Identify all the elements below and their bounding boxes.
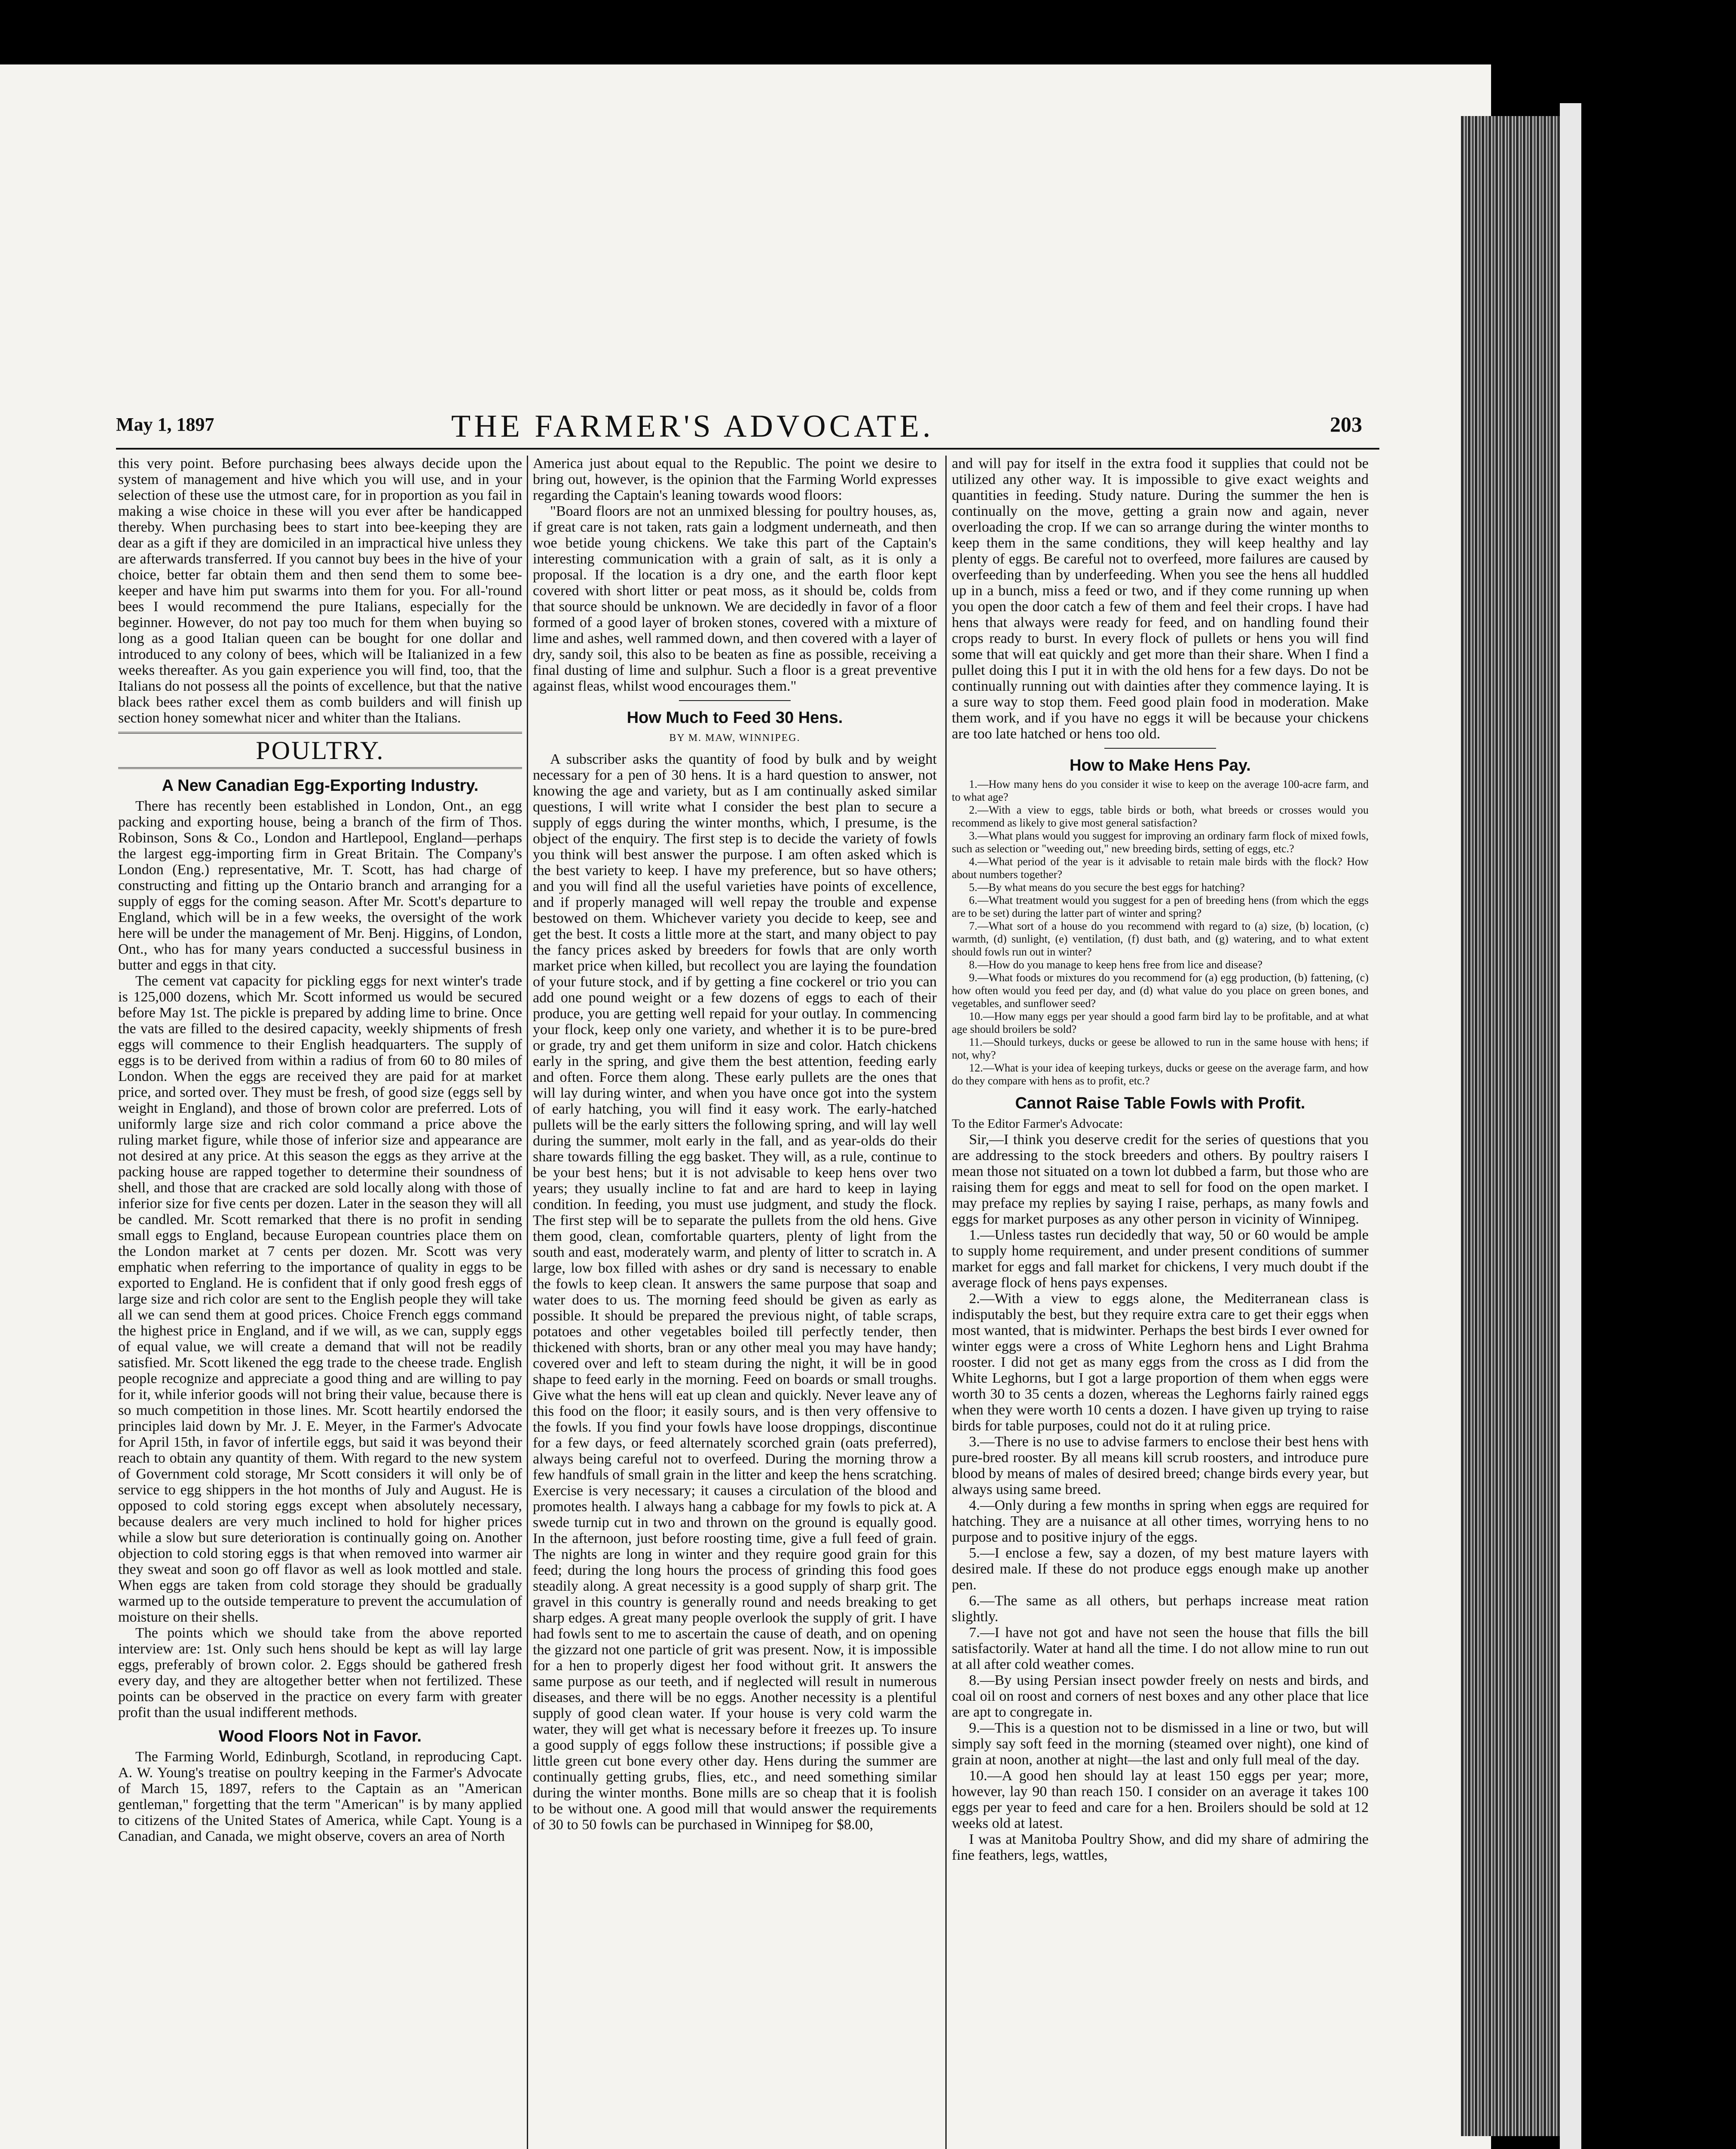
question-item: 5.—By what means do you secure the best eggs for hatching? xyxy=(969,881,1245,894)
page-number: 203 xyxy=(1330,412,1362,436)
divider xyxy=(1104,748,1216,749)
answer-item: 5.—I enclose a few, say a dozen, of my best mature layers with desired male. If these do not produce eggs enough make up another pen. xyxy=(952,1545,1369,1593)
book-edge xyxy=(1461,116,1560,2136)
header-rule xyxy=(116,448,1379,450)
article-paragraph: and will pay for itself in the extra food it supplies that could not be utilized any other way. It is impossible to give exact weights and quantities in feeding. Study nature. During the summer the hen is continually on the move, getting a grain now and again, never overloading the crop. If we can so arrange during the winter months to keep them in the same conditions, they will keep healthy and lay plenty of eggs. Be careful not to overfeed, more failures are caused by overfeeding than by underfeeding. When you see the hens all huddled up in a bunch, miss a feed or two, and if they come running up when you open the door catch a few of them and feel their crops. I have had hens that always were ready for feed, and on handling found their crops ready to burst. In every flock of pullets or hens you will find some that will eat quickly and get more than their share. When I find a pullet doing this I put it in with the old hens for a few days. Do not be continually running out with dainties after they commence laying. It is a sure way to stop them. Feed good plain food in moderation. Make them work, and if you have no eggs it will be because your chickens are too late hatched or hens too old. xyxy=(952,456,1369,742)
answer-item: 8.—By using Persian insect powder freely on nests and birds, and coal oil on roost and corners of nest boxes and any other place that lice are apt to congregate in. xyxy=(952,1672,1369,1720)
answer-item: 9.—This is a question not to be dismissed in a line or two, but will simply say soft feed in the morning (steamed over night), one kind of grain at noon, another at night—the last and only full meal of the day. xyxy=(952,1720,1369,1768)
question-item: 10.—How many eggs per year should a good farm bird lay to be profitable, and at what age should broilers be sold? xyxy=(952,1010,1369,1035)
answer-list xyxy=(952,1227,1369,1863)
article-title: Wood Floors Not in Favor. xyxy=(218,1727,422,1745)
byline: BY M. MAW, WINNIPEG. xyxy=(669,732,801,744)
article-title: A New Canadian Egg-Exporting Industry. xyxy=(162,777,479,795)
article-paragraph: America just about equal to the Republic. The point we desire to bring out, however, is the opinion that the Farming World expresses regarding the Captain's leaning towards wood floors: xyxy=(533,456,937,503)
article-paragraph: The cement vat capacity for pickling eggs for next winter's trade is 125,000 dozens, which Mr. Scott informed us would be secured before May 1st. The pickle is prepared by adding lime to brine. Once the vats are filled to the desired capacity, weekly shipments of fresh eggs will commence to their English headquarters. The supply of eggs is to be derived from within a radius of from 60 to 80 miles of London. When the eggs are received they are paid for at market price, and sorted over. They must be fresh, of good size (eggs sell by weight in England), and those of brown color are preferred. Lots of uniformly large size and rich color command a price above the ruling market figure, while those of inferior size and appearance are not desired at any price. At this season the eggs as they arrive at the packing house are rapped together to determine their soundness of shell, and those that are cracked are sold locally along with those of inferior size for five cents per dozen. Later in the season they will all be candled. Mr. Scott remarked that there is no profit in sending small eggs to England, because European countries place them on the London market at 7 cents per dozen. Mr. Scott was very emphatic when referring to the importance of quality in eggs to be exported to England. He is confident that if only good fresh eggs of large size and rich color are sent to the English people they will take all we can send them at good prices. Choice French eggs command the highest price in England, and if we will, as we can, supply eggs of equal value, we will create a demand that will not be readily satisfied. Mr. Scott likened the egg trade to the cheese trade. English people recognize and appreciate a good thing and are willing to pay for it, while inferior goods will not bring their value, because there is so much competition in those lines. Mr. Scott heartily endorsed the principles laid down by Mr. J. E. Meyer, in the Farmer's Advocate for April 15th, in favor of infertile eggs, but said it was beyond their reach to obtain any quantity of them. With regard to the new system of Government cold storage, Mr Scott considers it will only be of service to egg shippers in the hot months of July and August. He is opposed to cold storing eggs except when absolutely necessary, because dealers are very much inclined to hold for higher prices while a slow but sure deterioration is continually going on. Another objection to cold storing eggs is that when removed into warmer air they sweat and soon go off flavor as well as look mottled and stale. When eggs are taken from cold storage they should be gradually warmed up to the outside temperature to prevent the accumulation of moisture on their shells. xyxy=(118,973,522,1625)
question-item: 11.—Should turkeys, ducks or geese be allowed to run in the same house with hens; if not, why? xyxy=(952,1036,1369,1061)
question-item: 1.—How many hens do you consider it wise to keep on the average 100-acre farm, and to what age? xyxy=(952,778,1369,803)
article-title: How to Make Hens Pay. xyxy=(1070,756,1251,774)
question-item: 8.—How do you manage to keep hens free from lice and disease? xyxy=(969,958,1262,971)
answer-item: I was at Manitoba Poultry Show, and did my share of admiring the fine feathers, legs, wattles, xyxy=(952,1831,1369,1863)
column-2 xyxy=(533,456,937,2149)
question-item: 3.—What plans would you suggest for improving an ordinary farm flock of mixed fowls, such as selection or "weeding out," new breeding birds, setting of eggs, etc.? xyxy=(952,830,1369,855)
question-item: 9.—What foods or mixtures do you recommend for (a) egg production, (b) fattening, (c) how often would you feed per day, and (d) what value do you place on green bones, and vegetables, and sunflower seed? xyxy=(952,971,1369,1010)
question-item: 4.—What period of the year is it advisable to retain male birds with the flock? How about numbers together? xyxy=(952,855,1369,881)
question-item: 6.—What treatment would you suggest for a pen of breeding hens (from which the eggs are to be set) during the latter part of winter and spring? xyxy=(952,894,1369,919)
question-item: 2.—With a view to eggs, table birds or both, what breeds or crosses would you recommend as likely to give most general satisfaction? xyxy=(952,804,1369,829)
answer-item: 4.—Only during a few months in spring when eggs are required for hatching. They are a nuisance at all other times, worrying hens to no purpose and to positive injury of the eggs. xyxy=(952,1497,1369,1545)
answer-item: 10.—A good hen should lay at least 150 eggs per year; more, however, lay 90 than reach 150. I consider on an average it takes 100 eggs per year to feed and care for a hen. Broilers should be sold at 12 weeks old at latest. xyxy=(952,1768,1369,1831)
letter-salutation: To the Editor Farmer's Advocate: xyxy=(952,1117,1123,1131)
column-3 xyxy=(952,456,1369,2149)
article-paragraph: There has recently been established in London, Ont., an egg packing and exporting house, being a branch of the firm of Thos. Robinson, Sons & Co., London and Hartlepool, England—perhaps the largest egg-importing firm in Great Britain. The Company's London (Eng.) representative, Mr. T. Scott, has had charge of constructing and fitting up the Ontario branch and arranging for a supply of eggs for the coming season. After Mr. Scott's departure to England, which will be in a few weeks, the oversight of the work here will be under the management of Mr. Benj. Higgins, of London, Ont., who has for many years conducted a successful business in butter and eggs in that city. xyxy=(118,798,522,973)
column-1 xyxy=(118,456,522,2149)
answer-item: 3.—There is no use to advise farmers to enclose their best hens with pure-bred rooster. By all means kill scrub roosters, and introduce pure blood by means of males of desired breed; change birds every year, but always using same breed. xyxy=(952,1434,1369,1497)
article-paragraph: Sir,—I think you deserve credit for the series of questions that you are addressing to the stock breeders and others. By poultry raisers I mean those not situated on a town lot dubbed a farm, but those who are raising them for eggs and meat to sell for food on the open market. I may preface my replies by saying I raise, perhaps, as many fowls and eggs for market purposes as any other person in vicinity of Winnipeg. xyxy=(952,1132,1369,1227)
answer-item: 2.—With a view to eggs alone, the Mediterranean class is indisputably the best, but they require extra care to get their eggs when most wanted, that is midwinter. Perhaps the best birds I ever owned for winter eggs were a cross of White Leghorn hens and Light Brahma rooster. I did not get as many eggs from the cross as I did from the White Leghorns, but I got a large proportion of them when eggs were worth 30 to 35 cents a dozen, whereas the Leghorns fairly rained eggs when they were worth 10 cents a dozen. I have given up trying to raise birds for table purposes, could not do it at ruling price. xyxy=(952,1291,1369,1434)
article-quote: "Board floors are not an unmixed blessing for poultry houses, as, if great care is not taken, rats gain a lodgment underneath, and then woe betide young chickens. We take this part of the Captain's interesting communication with a grain of salt, as it is only a proposal. If the location is a dry one, and the earth floor kept covered with short litter or peat moss, as it should be, colds from that source should be unknown. We are decidedly in favor of a floor formed of a good layer of broken stones, covered with a mixture of lime and ashes, well rammed down, and then covered with a layer of dry, sandy soil, this also to be beaten as fine as possible, receiving a final dusting of lime and sulphur. Such a floor is a great preventive against fleas, whilst wood encourages them." xyxy=(533,503,937,694)
column-divider xyxy=(945,456,947,2149)
column-divider xyxy=(527,456,528,2149)
answer-item: 1.—Unless tastes run decidedly that way, 50 or 60 would be ample to supply home requirement, and under present conditions of summer market for eggs and fall market for chickens, I very much doubt if the average flock of hens pays expenses. xyxy=(952,1227,1369,1291)
article-paragraph: The points which we should take from the above reported interview are: 1st. Only such hens should be kept as will lay large eggs, preferably of brown color. 2. Eggs should be gathered fresh every day, and they are altogether better when not fertilized. These points can be observed in the practice on every farm with greater profit than the usual indifferent methods. xyxy=(118,1625,522,1720)
bees-paragraph: this very point. Before purchasing bees always decide upon the system of management and hive which you will use, and in your selection of these use the utmost care, for in proportion as you fail in making a wise choice in these will you ever after be handicapped thereby. When purchasing bees to start into bee-keeping they are dear as a gift if they are domiciled in an impractical hive unless they are afterwards transferred. If you cannot buy bees in the hive of your choice, better far obtain them and then send them to some bee-keeper and have him put swarms into them for you. For all-'round bees I would recommend the pure Italians, especially for the beginner. However, do not pay too much for them when buying so long as a good Italian queen can be bought for one dollar and introduced to any colony of bees, which will be Italianized in a few weeks thereafter. As you gain experience you will find, too, that the Italians do not possess all the points of excellence, but that the native black bees rather excel them as comb builders and will finish up section honey somewhat nicer and whiter than the Italians. xyxy=(118,456,522,726)
article-title: How Much to Feed 30 Hens. xyxy=(627,709,843,727)
book-edge-outer xyxy=(1560,103,1581,2149)
page-header xyxy=(116,408,1362,447)
section-heading: POULTRY. xyxy=(118,732,522,769)
question-item: 12.—What is your idea of keeping turkeys, ducks or geese on the average farm, and how do they compare with hens as to profit, etc.? xyxy=(952,1062,1369,1087)
masthead-title: THE FARMER'S ADVOCATE. xyxy=(451,409,934,444)
divider xyxy=(679,700,791,701)
article-paragraph: The Farming World, Edinburgh, Scotland, in reproducing Capt. A. W. Young's treatise on poultry keeping in the Farmer's Advocate of March 15, 1897, refers to the Captain as an "American gentleman," forgetting that the term "American" is by many applied to citizens of the United States of America, while Capt. Young is a Canadian, and Canada, we might observe, covers an area of North xyxy=(118,1749,522,1844)
article-title: Cannot Raise Table Fowls with Profit. xyxy=(1015,1094,1305,1112)
answer-item: 7.—I have not got and have not seen the house that fills the bill satisfactorily. Water at hand all the time. I do not allow mine to run out at all after cold weather comes. xyxy=(952,1625,1369,1672)
article-paragraph: A subscriber asks the quantity of food by bulk and by weight necessary for a pen of 30 hens. It is a hard question to answer, not knowing the age and variety, but as I am continually asked similar questions, I will write what I consider the best plan to secure a supply of eggs during the winter months, which, I presume, is the object of the enquiry. The first step is to decide the variety of fowls you think will best answer the purpose. I am often asked which is the best variety to keep. I have my preference, but so have others; and you will find all the useful varieties have points of excellence, and if properly managed will well repay the trouble and expense bestowed on them. Whichever variety you decide to keep, see and get the best. It costs a little more at the start, and many object to pay the fancy prices asked by breeders for fowls that are only worth market price when killed, but recollect you are laying the foundation of your future stock, and if by getting a fine cockerel or trio you can add one pound weight or a few dozens of eggs to each of their produce, you are getting well repaid for your outlay. In commencing your flock, keep only one variety, and whether it is to be pure-bred or grade, try and get them uniform in size and color. Hatch chickens early in the spring, and give them the best attention, feeding early and often. Force them along. These early pullets are the ones that will lay during winter, and when you have once got into the system of early hatching, you will find it easy work. The early-hatched pullets will be the early sitters the following spring, and will lay well during the summer, molt early in the fall, and as year-olds do their share towards filling the egg basket. They will, as a rule, continue to be your best hens; but it is not advisable to keep hens over two years; they usually incline to fat and are hard to keep in laying condition. In feeding, you must use judgment, and study the flock. The first step will be to separate the pullets from the old hens. Give them good, clean, comfortable quarters, plenty of light from the south and east, moderately warm, and plenty of litter to scratch in. A large, low box filled with ashes or dry sand is necessary to enable the fowls to keep clean. It answers the same purpose that soap and water does to us. The morning feed should be given as early as possible. It should be prepared the previous night, of table scraps, potatoes and other vegetables boiled till perfectly tender, then thickened with shorts, bran or any other meal you may have handy; covered over and left to steam during the night, it will be in good shape to feed early in the morning. Feed on boards or small troughs. Give what the hens will eat up clean and quickly. Never leave any of this food on the floor; it easily sours, and is then very offensive to the fowls. If you find your fowls have loose droppings, discontinue for a few days, or feed alternately scorched grain (oats preferred), always being careful not to overfeed. During the morning throw a few handfuls of small grain in the litter and keep the hens scratching. Exercise is very necessary; it causes a circulation of the blood and promotes health. I always hang a cabbage for my fowls to pick at. A swede turnip cut in two and thrown on the ground is equally good. In the afternoon, just before roosting time, give a full feed of grain. The nights are long in winter and they require good grain for this feed; during the long hours the process of grinding this food goes steadily along. A great necessity is a good supply of sharp grit. The gravel in this country is generally round and needs breaking to get sharp edges. A great many people overlook the supply of grit. I have had fowls sent to me to ascertain the cause of death, and on opening the gizzard not one particle of grit was present. Now, it is impossible for a hen to properly digest her food without grit. It answers the same purpose as our teeth, and if neglected will result in numerous diseases, and there will be no eggs. Another necessity is a plentiful supply of good clean water. If your house is very cold warm the water, they will get what is necessary before it freezes up. To insure a good supply of eggs follow these instructions; if possible give a little green cut bone every other day. Hens during the summer are continually getting grubs, flies, etc., and need something similar during the winter months. Bone mills are so cheap that it is foolish to be without one. A good mill that would answer the requirements of 30 to 50 fowls can be purchased in Winnipeg for $8.00, xyxy=(533,751,937,1833)
question-list xyxy=(952,778,1369,1087)
answer-item: 6.—The same as all others, but perhaps increase meat ration slightly. xyxy=(952,1593,1369,1625)
issue-date: May 1, 1897 xyxy=(116,414,214,435)
question-item: 7.—What sort of a house do you recommend with regard to (a) size, (b) location, (c) warmth, (d) sunlight, (e) ventilation, (f) dust bath, and (g) watering, and to what extent should fowls run out in winter? xyxy=(952,920,1369,958)
